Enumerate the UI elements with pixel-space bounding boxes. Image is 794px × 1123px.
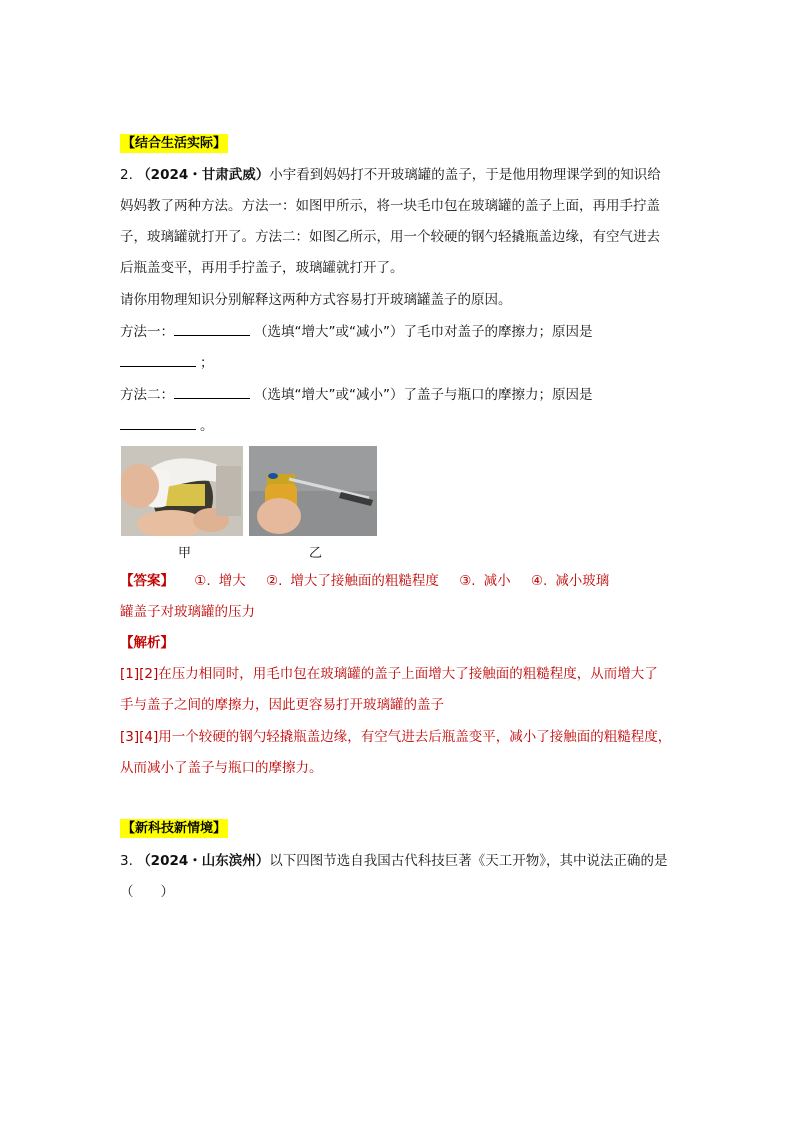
q2-line-5: 请你用物理知识分别解释这两种方式容易打开玻璃罐盖子的原因。 <box>120 292 512 308</box>
method-2-reason-line <box>120 415 214 436</box>
analysis-p2-line-2: 从而减小了盖子与瓶口的摩擦力。 <box>120 760 323 776</box>
analysis-p2-line-1: [3][4]用一个较硬的钢勺轻撬瓶盖边缘，有空气进去后瓶盖变平，减小了接触面的粗糙程度， <box>120 729 672 745</box>
photo-towel-jar <box>121 446 243 536</box>
analysis-label: 【解析】 <box>120 635 174 651</box>
answer-text-4: 减小玻璃 <box>555 573 610 589</box>
analysis-p1-line-2: 手与盖子之间的摩擦力，因此更容易打开玻璃罐的盖子 <box>120 697 444 713</box>
method-2-text: （选填“增大”或“减小”）了盖子与瓶口的摩擦力；原因是 <box>254 387 593 403</box>
q2-number: 2. <box>120 167 133 183</box>
answer-continuation: 罐盖子对玻璃罐的压力 <box>120 604 255 620</box>
q2-line-3: 子，玻璃罐就打开了。方法二：如图乙所示，用一个较硬的钢勺轻撬瓶盖边缘，有空气进去 <box>120 229 660 245</box>
method-1-reason-blank[interactable] <box>120 352 196 367</box>
method-1-label: 方法一： <box>120 324 174 340</box>
q3-line-1 <box>120 851 668 871</box>
answer-text-3: 减小 <box>483 573 511 589</box>
q2-line-4: 后瓶盖变平，再用手拧盖子，玻璃罐就打开了。 <box>120 260 404 276</box>
section-tag-tech: 【新科技新情境】 <box>122 821 227 836</box>
q2-text-1: 小宇看到妈妈打不开玻璃罐的盖子，于是他用物理课学到的知识给 <box>269 167 661 183</box>
answer-text-1: 增大 <box>218 573 246 589</box>
q2-line-1 <box>120 165 661 185</box>
analysis-p1-line-1: [1][2]在压力相同时，用毛巾包在玻璃罐的盖子上面增大了接触面的粗糙程度，从而增大了 <box>120 666 658 682</box>
answer-line <box>120 571 609 591</box>
method-1-line <box>120 321 592 342</box>
q2-source: （2024・甘肃武威） <box>137 167 270 183</box>
answer-label: 【答案】 <box>120 573 174 589</box>
q3-source: （2024・山东滨州） <box>137 853 270 869</box>
method-1-reason-line <box>120 352 214 373</box>
q3-number: 3. <box>120 853 133 869</box>
caption-jia: 甲 <box>178 546 192 561</box>
section-tag-life: 【结合生活实际】 <box>122 136 227 151</box>
method-1-blank[interactable] <box>174 321 250 336</box>
method-2-label: 方法二： <box>120 387 174 403</box>
q3-answer-bracket: （ ） <box>120 884 174 900</box>
answer-num-4: ④. <box>530 573 548 589</box>
answer-num-3: ③. <box>459 573 476 589</box>
method-2-end: 。 <box>200 418 214 434</box>
method-1-end: ； <box>200 355 214 371</box>
answer-num-2: ②. <box>266 573 283 589</box>
answer-text-2: 增大了接触面的粗糙程度 <box>290 573 439 589</box>
answer-num-1: ①. <box>194 573 211 589</box>
method-2-line <box>120 384 592 405</box>
method-2-blank[interactable] <box>174 384 250 399</box>
photo-spoon-jar <box>249 446 377 536</box>
q2-line-2: 妈妈教了两种方法。方法一：如图甲所示，将一块毛巾包在玻璃罐的盖子上面，再用手拧盖 <box>120 198 660 214</box>
method-2-reason-blank[interactable] <box>120 415 196 430</box>
caption-yi: 乙 <box>309 546 323 561</box>
q3-text-1: 以下四图节选自我国古代科技巨著《天工开物》，其中说法正确的是 <box>269 853 668 869</box>
method-1-text: （选填“增大”或“减小”）了毛巾对盖子的摩擦力；原因是 <box>254 324 593 340</box>
